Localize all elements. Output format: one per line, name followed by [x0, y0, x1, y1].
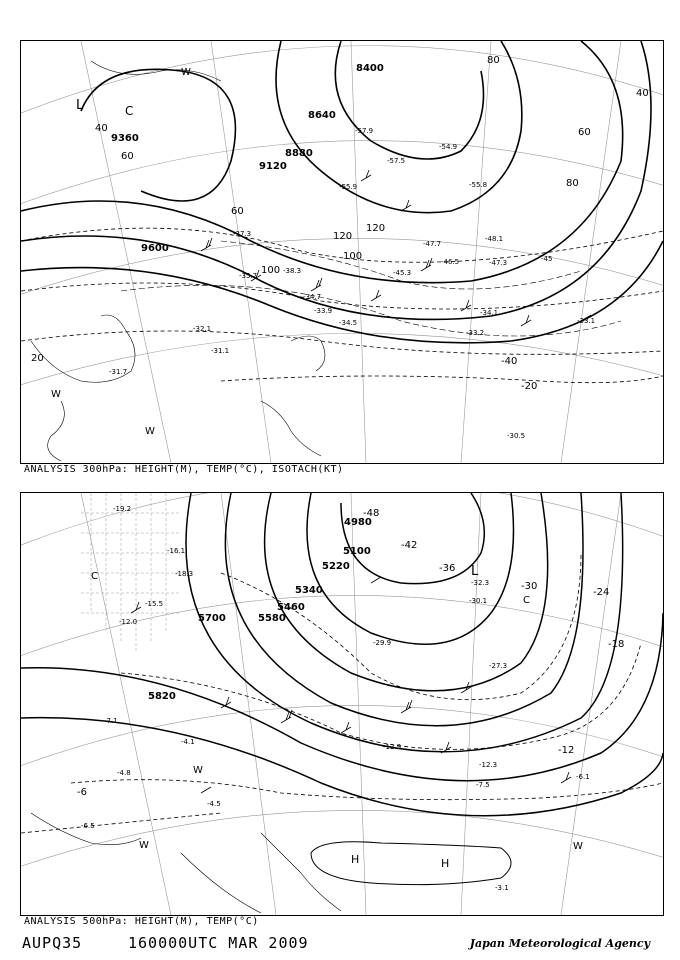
warm-center: W [145, 426, 155, 437]
height-label: 5820 [148, 691, 176, 702]
temp-label: -15.5 [145, 600, 164, 608]
height-label: 5580 [258, 613, 286, 624]
temp-label: -30.5 [507, 432, 526, 440]
height-contours [21, 41, 663, 343]
temp-label: -12.9 [383, 743, 402, 751]
isotach-label: 120 [333, 231, 353, 242]
warm-center: W [181, 67, 191, 78]
high-center: H [351, 853, 360, 866]
temp-label: -35.7 [239, 272, 258, 280]
temp-label: -12.3 [479, 761, 498, 769]
temp-label: -3.1 [495, 884, 509, 892]
temp-label: -33.2 [466, 329, 485, 337]
height-label: 5460 [277, 602, 305, 613]
height-label: 9600 [141, 243, 169, 254]
height-label: 8400 [356, 63, 384, 74]
temp-label: -27.3 [489, 662, 508, 670]
wind-barbs [201, 170, 591, 326]
temp-label: -40 [501, 356, 518, 367]
chart-500hpa [20, 492, 664, 916]
high-contour [311, 842, 511, 885]
low-center: L [76, 98, 84, 113]
temp-label: -6.1 [576, 773, 590, 781]
temp-label: -30.1 [469, 597, 488, 605]
low-center: L [471, 564, 479, 579]
temp-label: -4.5 [207, 800, 221, 808]
temp-label: -48 [363, 508, 380, 519]
temp-label: -4.1 [181, 738, 195, 746]
isotach-label: 120 [366, 223, 386, 234]
height-label: 5220 [322, 561, 350, 572]
product-id: AUPQ35 [22, 934, 83, 952]
temp-label: -4.8 [117, 769, 131, 777]
isotach-label: 20 [31, 353, 44, 364]
temp-label: -32.1 [193, 325, 212, 333]
coastline [31, 813, 341, 913]
isotach-label: 60 [231, 206, 244, 217]
temp-label: -38.3 [283, 267, 302, 275]
isotach-label: 40 [95, 123, 108, 134]
isotach-label: 40 [636, 88, 649, 99]
height-contours [21, 493, 663, 816]
temp-label: -34.7 [303, 293, 322, 301]
temp-label: -31.1 [211, 347, 230, 355]
height-label: 9360 [111, 133, 139, 144]
isotach-label: 100 [261, 265, 281, 276]
height-labels [111, 63, 384, 254]
warm-center: W [51, 389, 61, 400]
temp-label: -20 [521, 381, 538, 392]
temp-label: -19.2 [113, 505, 132, 513]
caption-500hpa: ANALYSIS 500hPa: HEIGHT(M), TEMP(°C) [24, 916, 259, 927]
height-label: 5100 [343, 546, 371, 557]
coastline [31, 61, 325, 461]
temp-label: -34.5 [339, 319, 358, 327]
graticule [21, 493, 663, 915]
height-label: 5700 [198, 613, 226, 624]
cold-center: C [91, 571, 98, 582]
temp-label: -47.7 [423, 240, 442, 248]
warm-center: W [573, 841, 583, 852]
temp-label: -48.1 [485, 235, 504, 243]
pressure-centers [51, 67, 191, 437]
temp-label: -55.9 [339, 183, 358, 191]
temp-label: -57.5 [387, 157, 406, 165]
height-label: 5340 [295, 585, 323, 596]
warm-center: W [139, 840, 149, 851]
temp-label: -54.9 [439, 143, 458, 151]
height-label: 8880 [285, 148, 313, 159]
temp-label: -37.3 [233, 230, 252, 238]
isotach-label: 80 [487, 55, 500, 66]
temp-label: -34.1 [480, 309, 499, 317]
isotach-label: 80 [566, 178, 579, 189]
temp-label: -29.9 [373, 639, 392, 647]
temp-label: -55.8 [469, 181, 488, 189]
temp-label: -45 [541, 255, 553, 263]
temp-label: -6 [77, 787, 87, 798]
height-label: 9120 [259, 161, 287, 172]
agency-name: Japan Meteorological Agency [469, 937, 650, 950]
temp-label: -7.1 [104, 717, 118, 725]
map-300hpa [21, 41, 663, 463]
temp-label: -12.0 [119, 618, 138, 626]
temp-label: -46.5 [441, 258, 460, 266]
temp-label: -36 [439, 563, 456, 574]
isotach-label: 60 [121, 151, 134, 162]
warm-center: W [193, 765, 203, 776]
temp-label: -18 [608, 639, 625, 650]
cold-center: C [523, 595, 530, 606]
temp-label: -32.3 [471, 579, 490, 587]
isotach-label: 60 [578, 127, 591, 138]
temp-label: -7.5 [476, 781, 490, 789]
valid-time: 160000UTC MAR 2009 [128, 934, 309, 952]
temp-label: -30 [521, 581, 538, 592]
temp-label: -57.9 [355, 127, 374, 135]
temp-label: -6.5 [81, 822, 95, 830]
map-500hpa [21, 493, 663, 915]
temp-label: -31.7 [109, 368, 128, 376]
temp-label: -12 [558, 745, 575, 756]
chart-300hpa [20, 40, 664, 464]
isotach-label: 100 [343, 251, 363, 262]
high-center: H [441, 857, 450, 870]
cold-center: C [125, 104, 134, 118]
temp-label: -18.3 [175, 570, 194, 578]
temp-label: -47.3 [489, 259, 508, 267]
temp-label: -45.3 [393, 269, 412, 277]
caption-300hpa: ANALYSIS 300hPa: HEIGHT(M), TEMP(°C), ISOTACH(KT) [24, 464, 344, 475]
temp-label: -33.1 [577, 317, 596, 325]
height-label: 8640 [308, 110, 336, 121]
temp-label: -42 [401, 540, 418, 551]
height-label: 4980 [344, 517, 372, 528]
temp-label: -16.1 [167, 547, 186, 555]
temp-label: -33.9 [314, 307, 333, 315]
temp-label: -24 [593, 587, 610, 598]
